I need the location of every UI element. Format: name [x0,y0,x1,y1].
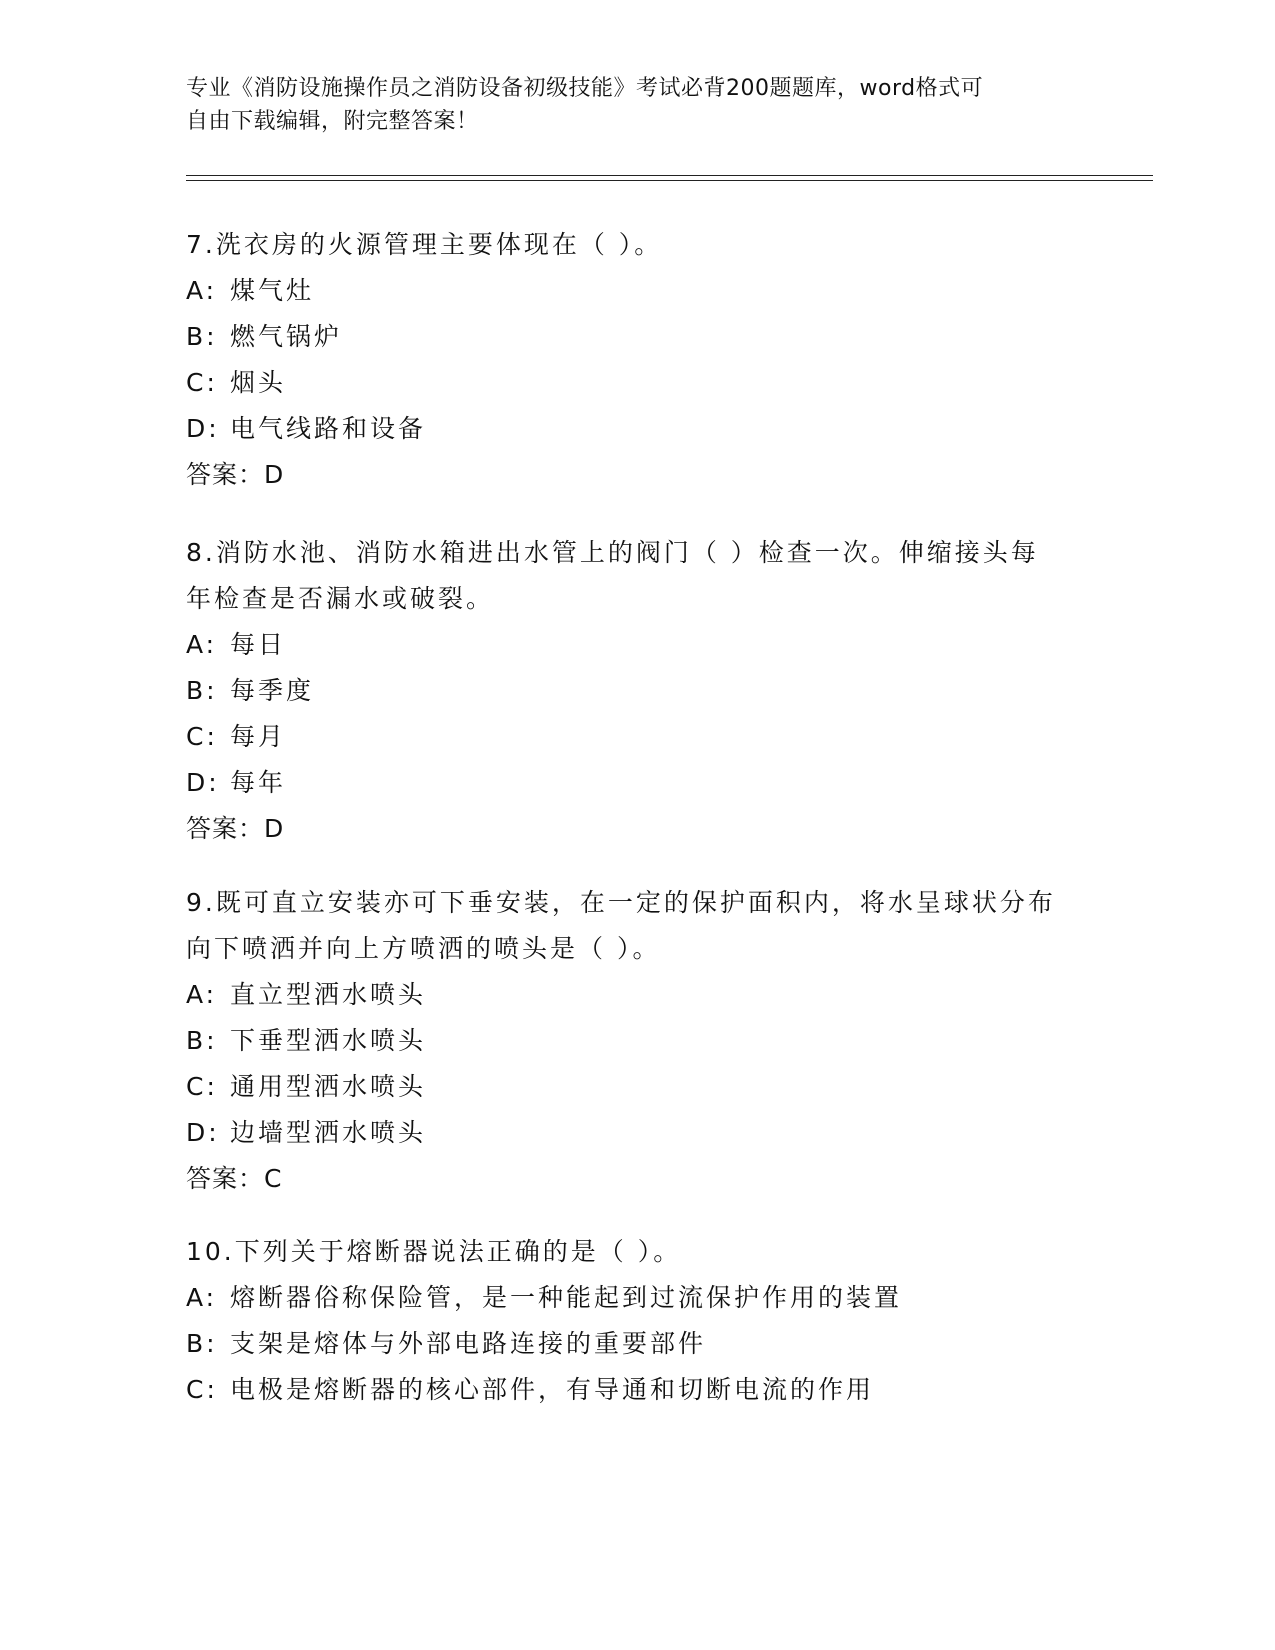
option-text: 电极是熔断器的核心部件，有导通和切断电流的作用 [230,1375,875,1404]
option-a [186,268,1066,314]
option-text: 边墙型洒水喷头 [230,1118,427,1147]
answer-line: 答案：C [186,1164,283,1193]
option-d [186,1110,1066,1156]
question-stem: 10.下列关于熔断器说法正确的是（ ）。 [186,1237,682,1266]
answer-line: 答案：D [186,814,285,843]
option-letter: A: [186,1283,218,1312]
option-letter: C: [186,368,218,397]
option-text: 每日 [230,630,287,659]
question-7 [186,222,1066,498]
option-letter: C: [186,722,218,751]
option-letter: C: [186,1072,218,1101]
option-d [186,760,1066,806]
option-text: 下垂型洒水喷头 [230,1026,427,1055]
option-b [186,1321,1066,1367]
header-line-2: 自由下载编辑，附完整答案！ [186,109,479,134]
question-10 [186,1229,1066,1413]
option-a [186,972,1066,1018]
option-b [186,668,1066,714]
option-text: 燃气锅炉 [230,322,343,351]
option-letter: D: [186,768,220,797]
option-text: 每月 [230,722,287,751]
option-letter: C: [186,1375,218,1404]
option-c [186,714,1066,760]
option-c [186,1064,1066,1110]
question-8 [186,530,1066,852]
option-c [186,360,1066,406]
option-text: 每季度 [230,676,315,705]
option-text: 支架是熔体与外部电路连接的重要部件 [230,1329,707,1358]
option-b [186,1018,1066,1064]
option-b [186,314,1066,360]
question-9 [186,880,1066,1202]
header-divider-top [186,175,1153,176]
option-letter: A: [186,276,218,305]
option-text: 直立型洒水喷头 [230,980,427,1009]
option-letter: D: [186,1118,220,1147]
option-letter: A: [186,630,218,659]
option-letter: B: [186,1026,218,1055]
option-text: 每年 [230,768,287,797]
question-stem: 8.消防水池、消防水箱进出水管上的阀门（ ）检查一次。伸缩接头每年检查是否漏水或破裂。 [186,538,1039,613]
option-text: 通用型洒水喷头 [230,1072,427,1101]
option-c [186,1367,1066,1413]
question-stem: 9.既可直立安装亦可下垂安装，在一定的保护面积内，将水呈球状分布向下喷洒并向上方喷洒的喷头是（ ）。 [186,888,1056,963]
answer-line: 答案：D [186,460,285,489]
option-letter: B: [186,676,218,705]
option-a [186,622,1066,668]
question-stem: 7.洗衣房的火源管理主要体现在（ ）。 [186,230,663,259]
document-header [186,72,1066,138]
option-letter: D: [186,414,220,443]
option-text: 熔断器俗称保险管，是一种能起到过流保护作用的装置 [230,1283,903,1312]
option-letter: B: [186,322,218,351]
option-letter: A: [186,980,218,1009]
option-letter: B: [186,1329,218,1358]
option-text: 电气线路和设备 [230,414,427,443]
option-text: 烟头 [230,368,287,397]
option-a [186,1275,1066,1321]
option-text: 煤气灶 [230,276,315,305]
header-divider-bottom [186,180,1153,181]
option-d [186,406,1066,452]
header-line-1: 专业《消防设施操作员之消防设备初级技能》考试必背200题题库，word格式可 [186,76,984,101]
